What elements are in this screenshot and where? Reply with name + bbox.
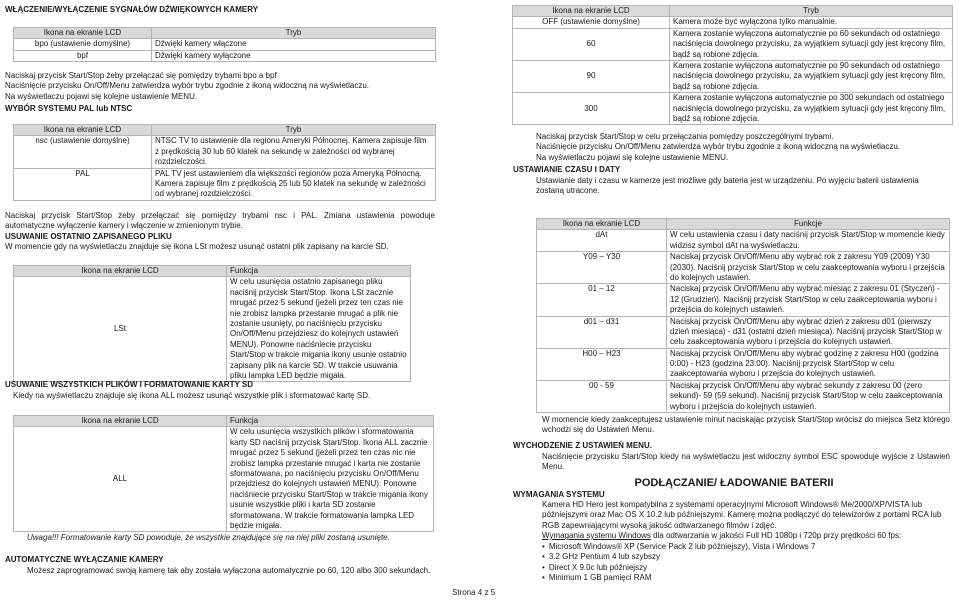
- format-warning-note: Uwaga!!! Formatowanie karty SD powoduje, że wszystkie znajdujące się na niej pliki zostaną usunięte.: [27, 533, 390, 542]
- section-title-battery: PODŁĄCZANIE/ ŁADOWANIE BATERII: [634, 477, 834, 489]
- heading-pal-ntsc: WYBÓR SYSTEMU PAL lub NTSC: [5, 104, 133, 113]
- table-row: [513, 17, 953, 28]
- windows-requirements-label: Wymagania systemu Windows: [542, 531, 651, 540]
- table-cell: bpo (ustawienie domyślne): [14, 39, 152, 50]
- heading-auto-off: AUTOMATYCZNE WYŁĄCZANIE KAMERY: [5, 555, 164, 564]
- table-cell: Kamera zostanie wyłączona automatycznie po 300 sekundach od ostatniego naciśnięcia dowolnego przycisku, za wyjątkiem sytuacji gdy jest kręcony film, bądź są robione zdjęcia.: [670, 93, 953, 125]
- table-cell: LSt: [14, 277, 227, 382]
- text-line: Naciśnięcie przycisku On/Off/Menu zatwierdza wybór trybu zgodnie z ikoną widoczną na wyświetlaczu.: [5, 81, 370, 91]
- table-cell: 90: [513, 60, 670, 92]
- table-row: [513, 28, 953, 60]
- table-cell: dAt: [537, 230, 667, 252]
- table-cell: 300: [513, 93, 670, 125]
- table-cell: 00 - 59: [537, 380, 667, 412]
- table-cell: Naciskaj przycisk On/Off/Menu aby wybrać dzień z zakresu d01 (pierwszy dzień miesiąca) - d31 (ostatni dzień miesiąca). Naciśnij przycisk Start/Stop w celu zaakceptowania wyboru i przejścia do kolejnych ustawień.: [667, 316, 950, 348]
- table-row: [14, 168, 436, 200]
- delete-last-table: [13, 265, 411, 382]
- table-cell: Kamera zostanie wyłączona automatycznie po 90 sekundach od ostatniego naciśnięcia dowolnego przycisku, za wyjątkiem sytuacji gdy jest kręcony film, bądź są robione zdjęcia.: [670, 60, 953, 92]
- table-header: Ikona na ekranie LCD: [14, 28, 152, 39]
- table-cell: Dźwięki kamery wyłączone: [152, 50, 436, 61]
- auto-off-instructions: [536, 132, 900, 163]
- table-row: [537, 380, 950, 412]
- table-cell: Y09 – Y30: [537, 252, 667, 284]
- table-cell: nsc (ustawienie domyślne): [14, 136, 152, 168]
- list-item: • Minimum 1 GB pamięci RAM: [542, 573, 815, 583]
- date-finish-note: W momencie kiedy zaakceptujesz ustawienie minut naciskając przycisk Start/Stop wrócisz do miejsca Setz którego wchodzi się do Ustawień Menu.: [542, 415, 950, 435]
- auto-off-intro: Możesz zaprogramować swoją kamerę tak aby została wyłączona automatycznie po 60, 120 albo 300 sekundach.: [27, 566, 431, 575]
- table-cell: OFF (ustawienie domyślne): [513, 17, 670, 28]
- table-header: Ikona na ekranie LCD: [14, 125, 152, 136]
- table-header: Ikona na ekranie LCD: [14, 416, 227, 427]
- text-line: Na wyświetlaczu pojawi się kolejne ustawienie MENU.: [536, 152, 729, 162]
- heading-beep: WŁĄCZENIE/WYŁĄCZENIE SYGNAŁÓW DŹWIĘKOWYCH KAMERY: [5, 5, 259, 14]
- text-line: Naciskaj przycisk Start/Stop żeby przełączać się pomiędzy trybami bpo a bpf: [5, 71, 277, 80]
- table-cell: NTSC TV to ustawienie dla regionu Ameryki Północnej. Kamera zapisuje film z prędkością 30 lub 60 klatek na sekundę w zależności od wybranej rozdzielczości.: [152, 136, 436, 168]
- table-row: [537, 284, 950, 316]
- table-header: Funkcje: [667, 219, 950, 230]
- text-line: Naciśnięcie przycisku On/Off/Menu zatwierdza wybór trybu zgodnie z ikoną widoczną na wyświetlaczu.: [536, 142, 901, 152]
- delete-all-intro: Kiedy na wyświetlaczu znajduje się ikona ALL możesz usunąć wszystkie plik i sformatować kartę SD.: [13, 391, 371, 400]
- table-cell: d01 – d31: [537, 316, 667, 348]
- table-header: Funkcja: [227, 266, 411, 277]
- table-header: Ikona na ekranie LCD: [513, 6, 670, 17]
- table-row: [14, 50, 436, 61]
- table-cell: W celu usunięcia ostatnio zapisanego pliku naciśnij przycisk Start/Stop. Ikona LSt zacznie mrugać przez 5 sekund (jeżeli przez ten czas nie nie zrobisz lampka przestanie mrugać a plik nie zostanie usunięty, po naciśnięciu przycisku On/Off/Menu przejdziesz do kolejnych ustawień MENU). Ponowne naciśniecie przycisku Start/Stop w trakcie migania ikony usunie ostatnio zapisany plik na karcie SD. W trakcie usuwania pliku lampka LED będzie migała.: [227, 277, 411, 382]
- delete-last-intro: W momencie gdy na wyświetlaczu znajduje się ikona LSt możesz usunąć ostatni plik zapisany na karcie SD.: [5, 242, 389, 251]
- table-cell: 60: [513, 28, 670, 60]
- text-line: Na wyświetlaczu pojawi się kolejne ustawienie MENU.: [5, 91, 198, 101]
- table-row: [537, 230, 950, 252]
- table-row: [14, 277, 411, 382]
- table-row: [513, 93, 953, 125]
- table-cell: Naciskaj przycisk On/Off/Menu aby wybrać sekundy z zakresu 00 (zero sekund)- 59 (59 sekund). Naciśnij przycisk Start/Stop w celu zaakceptowania wyboru i przejścia do kolejnych ustawień.: [667, 380, 950, 412]
- table-cell: ALL: [14, 427, 227, 532]
- date-time-table: [536, 218, 950, 413]
- requirements-list: [542, 542, 815, 584]
- table-row: [537, 316, 950, 348]
- delete-all-table: [13, 415, 434, 532]
- page-number: Strona 4 z 5: [452, 588, 496, 597]
- requirements-text: Kamera HD Hero jest kompatybilna z systemami operacyjnymi Microsoft Windows® Me/2000/XP/VISTA lub późniejszymi oraz Mac OS X 10.2 lub późniejszymi. Kamerę można podłączyć do telewizorów z portami RCA lub RGB zapewniającymi wysoką jakość odtwarzanego filmów i zdjęć.: [542, 500, 942, 530]
- table-row: [537, 252, 950, 284]
- table-header: Ikona na ekranie LCD: [537, 219, 667, 230]
- heading-delete-last: USUWANIE OSTATNIO ZAPISANEGO PLIKU: [5, 232, 172, 241]
- text-line: Naciskaj przycisk Start/Stop w celu przełączania pomiędzy poszczególnymi trybami.: [536, 132, 834, 141]
- table-cell: Dźwięki kamery włączone: [152, 39, 436, 50]
- auto-off-table: [512, 5, 953, 125]
- table-cell: Naciskaj przycisk On/Off/Menu aby wybrać miesiąc z zakresu 01 (Styczeń) - 12 (Grudzień). Naciśnij przycisk Start/Stop w celu zaakceptowania wyboru i przejścia do kolejnych ustawień.: [667, 284, 950, 316]
- heading-time-date: USTAWIANIE CZASU I DATY: [513, 165, 621, 174]
- table-header: Funkcja: [227, 416, 434, 427]
- table-row: [14, 427, 434, 532]
- heading-system-requirements: WYMAGANIA SYSTEMU: [513, 490, 605, 499]
- heading-exit-menu: WYCHODZENIE Z USTAWIEŃ MENU.: [513, 441, 652, 450]
- table-header: Tryb: [152, 28, 436, 39]
- list-item: • Microsoft Windows® XP (Service Pack 2 lub późniejszy), Vista i Windows 7: [542, 542, 815, 552]
- table-cell: PAL TV jest ustawieniem dla większości regionów poza Ameryką Północną. Kamera zapisuje film z prędkością 25 lub 50 klatek na sekundę w zależności od wybranej rozdzielczości.: [152, 168, 436, 200]
- table-cell: Naciskaj przycisk On/Off/Menu aby wybrać rok z zakresu Y09 (2009) Y30 (2030). Naciśnij przycisk Start/Stop w celu zaakceptowania wyboru i przejścia do kolejnych ustawień.: [667, 252, 950, 284]
- table-cell: PAL: [14, 168, 152, 200]
- table-cell: Kamera zostanie wyłączona automatycznie po 60 sekundach od ostatniego naciśnięcia dowolnego przycisku, za wyjątkiem sytuacji gdy jest kręcony film, bądź są robione zdjęcia.: [670, 28, 953, 60]
- time-date-intro: Ustawianie daty i czasu w kamerze jest możliwe gdy bateria jest w urządzeniu. Po wyjęciu baterii ustawienia zostaną utracone.: [536, 176, 919, 196]
- table-cell: bpf: [14, 50, 152, 61]
- beep-table: [13, 27, 436, 62]
- heading-delete-all: USUWANIE WSZYSTKICH PLIKÓW I FORMATOWANIE KARTY SD: [5, 380, 253, 389]
- table-cell: W celu ustawienia czasu i daty naciśnij przycisk Start/Stop w momencie kiedy widzisz symbol dAt na wyświetlaczu.: [667, 230, 950, 252]
- table-row: [513, 60, 953, 92]
- table-row: [537, 348, 950, 380]
- pal-ntsc-instructions: Naciskaj przycisk Start/Stop żeby przełączać się pomiędzy trybami nsc i PAL. Zmiana ustawienia powoduje automatyczne wyłączenie kamery i włączenie w zmienionym trybie.: [5, 211, 435, 231]
- table-cell: 01 – 12: [537, 284, 667, 316]
- table-header: Ikona na ekranie LCD: [14, 266, 227, 277]
- list-item: • 3.2 GHz Pentium 4 lub szybszy: [542, 552, 815, 562]
- beep-instructions: [5, 71, 369, 102]
- table-header: Tryb: [670, 6, 953, 17]
- windows-requirements-line: [542, 531, 952, 541]
- table-cell: W celu usunięcia wszystkich plików i sformatowania karty SD naciśnij przycisk Start/Stop. Ikona ALL zacznie mrugać przez 5 sekund (jeżeli przez ten czas nic nie zrobisz lampka przestanie mrugać i karta nie zostanie sformatowana, po naciśnięciu przycisku On/Off/Menu przejdziesz do kolejnych ustawień MENU). Ponowne naciśniecie przycisku Start/Stop w trakcie migania ikony usunie wszystkie pliki i karta SD zostanie sformatowana. W trakcie formatowania lampka LED będzie migała.: [227, 427, 434, 532]
- windows-requirements-rest: dla odtwarzania w jakości Full HD 1080p i 720p przy prędkości 60 fps:: [650, 531, 902, 540]
- table-header: Tryb: [152, 125, 436, 136]
- exit-menu-text: Naciśnięcie przycisku Start/Stop kiedy na wyświetlaczu jest widoczny symbol ESC spowoduje wyjście z Ustawień Menu.: [542, 452, 950, 472]
- list-item: • Direct X 9.0c lub późniejszy: [542, 563, 815, 573]
- table-cell: Naciskaj przycisk On/Off/Menu aby wybrać godzinę z zakresu H00 (godzina 0:00) - H23 (godzina 23:00). Naciśnij przycisk Start/Stop w celu zaakceptowania wyboru i przejścia do kolejnych ustawień.: [667, 348, 950, 380]
- pal-ntsc-table: [13, 124, 436, 201]
- table-row: [14, 136, 436, 168]
- table-row: [14, 39, 436, 50]
- table-cell: Kamera może być wyłączona tylko manualnie.: [670, 17, 953, 28]
- table-cell: H00 – H23: [537, 348, 667, 380]
